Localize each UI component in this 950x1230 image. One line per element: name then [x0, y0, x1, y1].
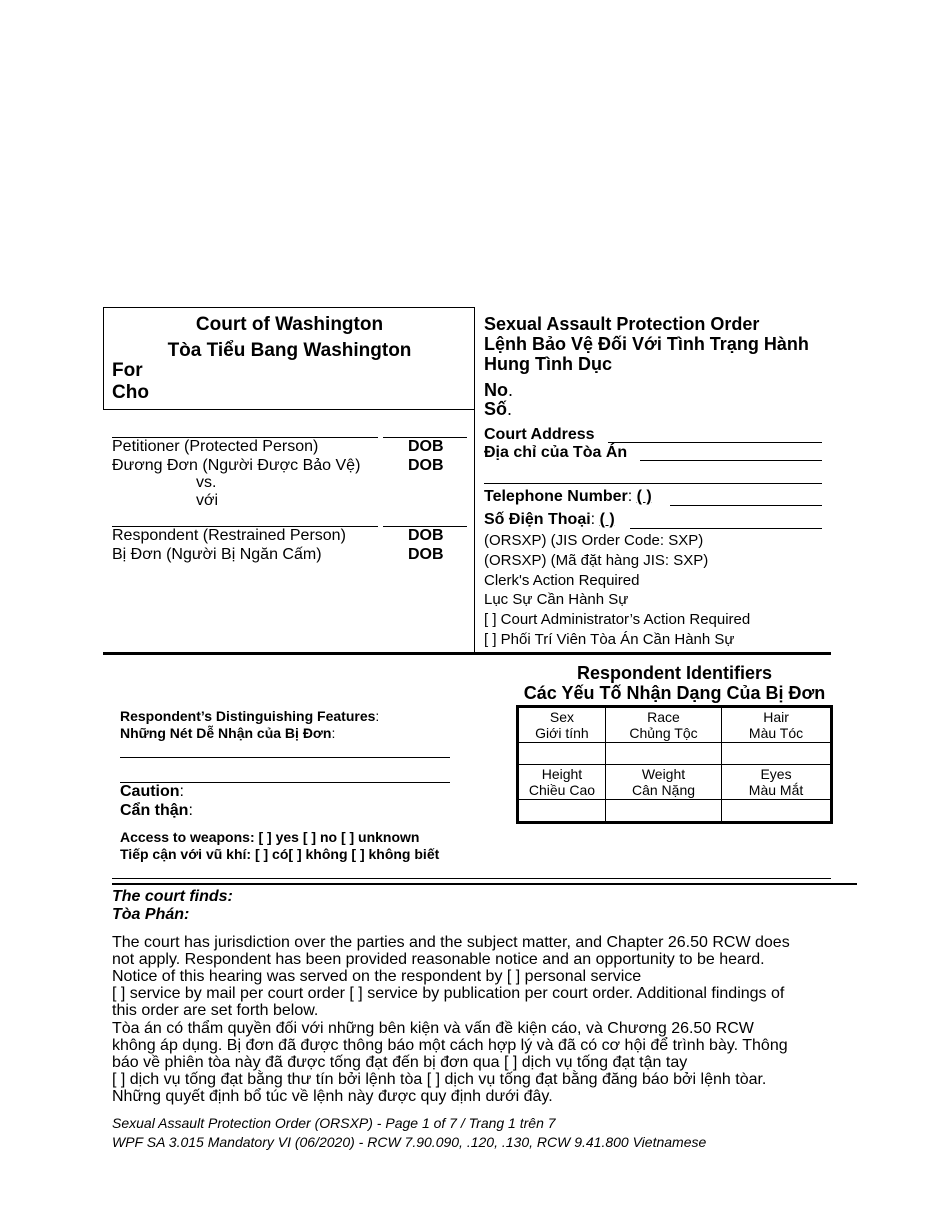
findings-en-line: The court has jurisdiction over the parties and the subject matter, and Chapter 26.50 RCW does: [112, 934, 790, 951]
weight-header: Weight Cân Nặng: [605, 765, 721, 800]
findings-vi-line[interactable]: [ ] dịch vụ tống đạt bằng thư tín bởi lệnh tòa [ ] dịch vụ tống đạt bằng đăng báo bởi lệnh tòar.: [112, 1071, 767, 1088]
findings-vi-line: không áp dụng. Bị đơn đã được thông báo một cách hợp lý và đã có cơ hội để trình bày. Thông: [112, 1037, 788, 1054]
telephone-vi: Số Điện Thoại: ( ): [484, 511, 615, 528]
sex-value-cell[interactable]: [518, 743, 606, 765]
clerk-action-vi: Lục Sự Cần Hành Sự: [484, 591, 629, 608]
race-value-cell[interactable]: [605, 743, 721, 765]
caution-label-vi: Cẩn thận:: [120, 802, 193, 819]
petitioner-label-vi: Đương Đơn (Người Được Bảo Vệ): [112, 457, 361, 474]
hair-value-cell[interactable]: [722, 743, 832, 765]
height-header: Height Chiều Cao: [518, 765, 606, 800]
petitioner-dob-en: DOB: [408, 438, 444, 455]
features-label-en: Respondent’s Distinguishing Features:: [120, 708, 380, 724]
findings-paragraph-vi: [112, 1020, 842, 1105]
respondent-dob-vi: DOB: [408, 546, 444, 563]
sex-header: Sex Giới tính: [518, 707, 606, 743]
court-caption-box: [103, 307, 475, 410]
findings-en-line[interactable]: [ ] service by mail per court order [ ] service by publication per court order. Additional findings of: [112, 985, 785, 1002]
findings-en-line: this order are set forth below.: [112, 1002, 319, 1019]
court-address-line-1: [608, 442, 822, 443]
respondent-dob-en: DOB: [408, 527, 444, 544]
order-title-vi-2: Hung Tình Dục: [484, 354, 612, 374]
findings-heading-vi: Tòa Phán:: [112, 906, 190, 923]
versus-vi: với: [196, 492, 219, 509]
findings-paragraph-en: [112, 934, 842, 1019]
telephone-en: Telephone Number: ( ): [484, 488, 652, 505]
case-number-en: No.: [484, 380, 514, 400]
jis-code-en: (ORSXP) (JIS Order Code: SXP): [484, 532, 704, 549]
respondent-label-vi: Bị Đơn (Người Bị Ngăn Cấm): [112, 546, 322, 563]
court-name-en: Court of Washington: [195, 314, 384, 335]
order-title-en: Sexual Assault Protection Order: [484, 314, 760, 334]
admin-action-checkbox-en[interactable]: [ ] Court Administrator’s Action Required: [484, 611, 751, 628]
footer-form-info: WPF SA 3.015 Mandatory VI (06/2020) - RCW 7.90.090, .120, .130, RCW 9.41.800 Vietnamese: [112, 1134, 707, 1150]
weapons-access-vi[interactable]: Tiếp cận với vũ khí: [ ] có[ ] không [ ] không biết: [120, 846, 440, 862]
court-address-line-2: [640, 460, 822, 461]
caption-divider: [474, 307, 475, 653]
findings-heading-en: The court finds:: [112, 888, 233, 905]
height-value-cell[interactable]: [518, 800, 606, 823]
findings-vi-line: Những quyết định bổ túc về lệnh này được quy định dưới đây.: [112, 1088, 553, 1105]
jis-code-vi: (ORSXP) (Mã đặt hàng JIS: SXP): [484, 552, 709, 569]
case-number-vi: Số.: [484, 399, 513, 419]
findings-vi-line: Tòa án có thẩm quyền đối với những bên kiện và vấn đề kiện cáo, và Chương 26.50 RCW: [112, 1020, 754, 1037]
court-name-vi: Tòa Tiểu Bang Washington: [167, 340, 412, 361]
petitioner-dob-vi: DOB: [408, 457, 444, 474]
clerk-action-en: Clerk's Action Required: [484, 572, 640, 589]
eyes-value-cell[interactable]: [722, 800, 832, 823]
findings-en-line[interactable]: Notice of this hearing was served on the respondent by [ ] personal service: [112, 968, 642, 985]
court-address-label-vi: Địa chỉ của Tòa Án: [484, 444, 628, 461]
footer-page-info: Sexual Assault Protection Order (ORSXP) - Page 1 of 7 / Trang 1 trên 7: [112, 1115, 556, 1131]
findings-en-line: not apply. Respondent has been provided reasonable notice and an opportunity to be heard.: [112, 951, 765, 968]
identifiers-title-en: Respondent Identifiers: [576, 663, 773, 683]
court-address-label-en: Court Address: [484, 426, 595, 443]
telephone-line-2: [630, 528, 822, 529]
hair-header: Hair Màu Tóc: [722, 707, 832, 743]
identifiers-title-vi: Các Yếu Tố Nhận Dạng Của Bị Đơn: [523, 683, 826, 703]
features-label-vi: Những Nét Dễ Nhận của Bị Đơn:: [120, 725, 336, 741]
weapons-access-en[interactable]: Access to weapons: [ ] yes [ ] no [ ] unknown: [120, 829, 420, 845]
court-address-line-3: [484, 483, 822, 484]
respondent-label-en: Respondent (Restrained Person): [112, 527, 346, 544]
identifiers-table: [516, 705, 833, 824]
caution-label-en: Caution:: [120, 783, 184, 800]
findings-separator: [112, 883, 857, 885]
order-title-vi-1: Lệnh Bảo Vệ Đối Với Tình Trạng Hành: [484, 334, 809, 354]
caption-bottom-rule: [103, 652, 831, 655]
findings-vi-line[interactable]: báo về phiên tòa này đã được tống đạt đến bị đơn qua [ ] dịch vụ tống đạt tận tay: [112, 1054, 688, 1071]
for-label-en: For: [112, 360, 143, 381]
telephone-line-1: [670, 505, 822, 506]
weight-value-cell[interactable]: [605, 800, 721, 823]
admin-action-checkbox-vi[interactable]: [ ] Phối Trí Viên Tòa Án Cần Hành Sự: [484, 631, 735, 648]
for-label-vi: Cho: [112, 382, 149, 403]
petitioner-label-en: Petitioner (Protected Person): [112, 438, 319, 455]
features-line-1[interactable]: [120, 757, 450, 758]
versus-en: vs.: [196, 474, 217, 491]
race-header: Race Chủng Tộc: [605, 707, 721, 743]
findings-separator-thin: [112, 878, 831, 879]
eyes-header: Eyes Màu Mắt: [722, 765, 832, 800]
